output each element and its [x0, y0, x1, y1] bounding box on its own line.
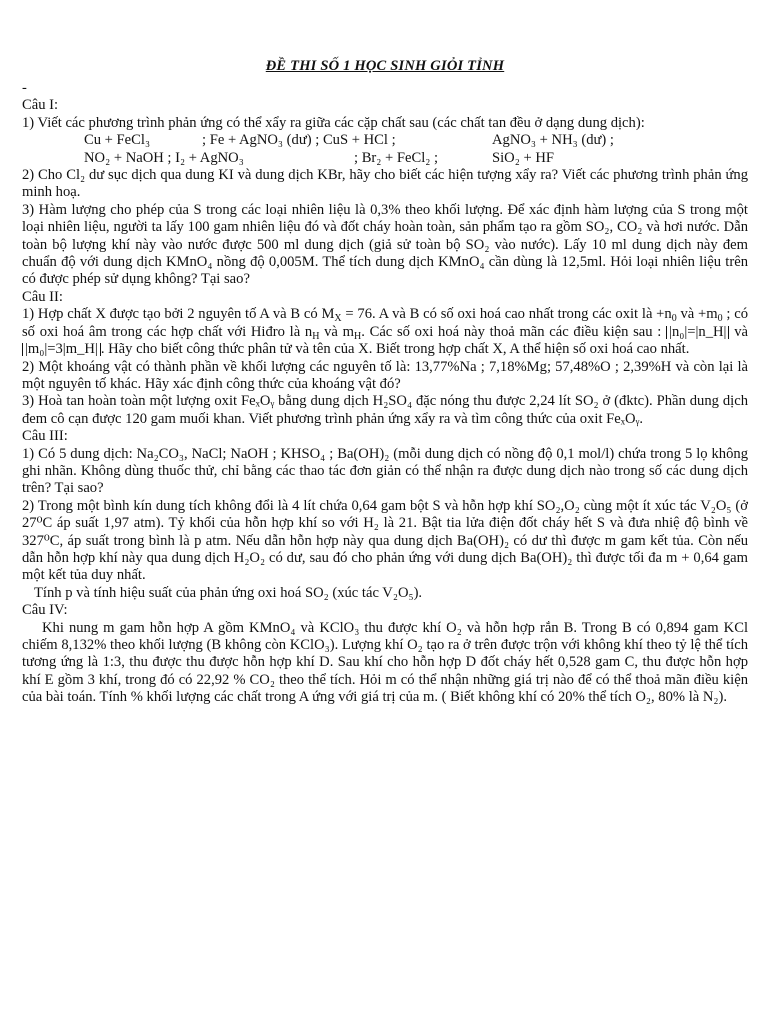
exam-title: ĐỀ THI SỐ 1 HỌC SINH GIỎI TỈNH: [265, 58, 505, 74]
eq-6: SiO₂ + HF: [492, 149, 554, 166]
cau1-q1: 1) Viết các phương trình phản ứng có thể xẩy ra giữa các cặp chất sau (các chất tan đều ở dạng dung dịch):: [22, 114, 645, 131]
eq-1: Cu + FeCl₃: [84, 132, 151, 149]
cau2-q2: 2) Một khoáng vật có thành phần về khối lượng các nguyên tố là: 13,77%Na ; 7,18%Mg; 57,48%O ; 2,39%H và còn lại là một nguyên tố khác. Hãy xác định công thức của khoáng vật đó?: [22, 358, 748, 392]
cau1-heading: Câu I:: [22, 97, 59, 114]
cau4-heading: Câu IV:: [22, 602, 68, 619]
cau2-heading: Câu II:: [22, 288, 63, 305]
condition-1: |n₀|=|n_H|: [666, 326, 729, 339]
eq-3: AgNO₃ + NH₃ (dư) ;: [492, 132, 614, 149]
cau1-q3: 3) Hàm lượng cho phép của S trong các loại nhiên liệu là 0,3% theo khối lượng. Để xác định hàm lượng của S trong một loại nhiên liệu, người ta lấy 100 gam nhiên liệu đó và đốt cháy hoàn toàn, sản phẩm tạo ra gồm SO₂, CO₂ và hơi nước. Dẫn toàn bộ lượng khí này vào nước được 500 ml dung dịch (giả sử toàn bộ SO₂ vào nước). Lấy 10 ml dung dịch này đem chuẩn độ với dung dịch KMnO₄ nồng độ 0,005M. Thể tích dung dịch KMnO₄ cần dùng là 12,5ml. Hỏi loại nhiên liệu trên có được phép sử dụng không? Tại sao?: [22, 201, 748, 288]
cau2-q1: 1) Hợp chất X được tạo bởi 2 nguyên tố A và B có $M_X = 76$. A và B có số oxi hoá cao nhất trong các oxit là $+n_0$ và $+m_0$ ; có số oxi hoá âm trong các hợp chất với Hiđro là $n_H$ và $m_H$. Các số oxi hoá này thoả mãn các điều kiện sau : |n₀|=|n_H| và |m₀|=3|m_H| . Hãy cho biết công thức phân tử và tên của X. Biết trong hợp chất X, A thể hiện số oxi hoá cao nhất.: [22, 306, 748, 358]
cau2-q3: 3) Hoà tan hoàn toàn một lượng oxit FeₓOᵧ bằng dung dịch H₂SO₄ đặc nóng thu được 2,24 lít SO₂ ở (đktc). Phần dung dịch đem cô cạn được 120 gam muối khan. Viết phương trình phản ứng xẩy ra và tìm công thức của oxit FeₓOᵧ.: [22, 393, 748, 427]
cau3-heading: Câu III:: [22, 428, 68, 445]
eq-5: ; Br₂ + FeCl₂ ;: [354, 149, 439, 166]
cau3-q1: 1) Có 5 dung dịch: Na₂CO₃, NaCl; NaOH ; KHSO₄ ; Ba(OH)₂ (mỗi dung dịch có nồng độ 0,1 mol/l) chứa trong 5 lọ không ghi nhãn. Không dùng thuốc thử, chỉ bằng các thao tác đơn giản có thể nhận ra được dung dịch nào trong số các dung dịch trên? Tại sao?: [22, 445, 748, 497]
cau1-eq-row2: [22, 150, 748, 167]
cau3-q2: 2) Trong một bình kín dung tích không đổi là 4 lít chứa 0,64 gam bột S và hỗn hợp khí SO₂,O₂ cùng một ít xúc tác V₂O₅ (ở 27⁰C áp suất 1,97 atm). Tỷ khối của hỗn hợp khí so với H₂ là 21. Bật tia lửa điện đốt cháy hết S và đưa nhiệ độ bình về 327⁰C, áp suất trong bình là p atm. Nếu dẫn hỗn hợp này qua dung dịch Ba(OH)₂ có dư thì được m gam kết tủa. Còn nếu dẫn hỗn hợp khí này qua dung dịch H₂O₂ có dư, sau đó cho phản ứng với dung dịch Ba(OH)₂ thì được tối đa m + 0,64 gam một kết tủa duy nhất.: [22, 497, 748, 584]
cau3-q2-tail: Tính p và tính hiệu suất của phản ứng oxi hoá SO₂ (xúc tác V₂O₅).: [34, 584, 423, 601]
eq-4: NO₂ + NaOH ; I₂ + AgNO₃: [84, 149, 244, 166]
top-mark: -: [22, 80, 27, 97]
cau1-eq-row1: [22, 132, 748, 149]
cau1-q2: 2) Cho Cl₂ dư sục dịch qua dung KI và dung dịch KBr, hãy cho biết các hiện tượng xẩy ra? Viết các phương trình phản ứng minh hoạ.: [22, 167, 748, 201]
condition-2: |m₀|=3|m_H|: [22, 343, 101, 356]
exam-page: [22, 58, 748, 707]
eq-2: ; Fe + AgNO₃ (dư) ; CuS + HCl ;: [202, 132, 396, 149]
cau4-text: Khi nung m gam hỗn hợp A gồm KMnO₄ và KClO₃ thu được khí O₂ và hỗn hợp rắn B. Trong B có 0,894 gam KCl chiếm 8,132% theo khối lượng (B không còn KClO₃). Lượng khí O₂ tạo ra ở trên được trộn với không khí theo tỷ lệ thể tích tương ứng là 1:3, thu được thu được hỗn hợp khí D. Sau khí cho hỗn hợp D đốt cháy hết 0,528 gam C, thu được hỗn hợp khí E gồm 3 khí, trong đó có 22,92 % CO₂ theo thể tích. Hỏi m có thể nhận những giá trị nào để có thể thoả mãn điều kiện của bài toán. Tính % khối lượng các chất trong A ứng với giá trị của m. ( Biết không khí có 20% thể tích O₂, 80% là N₂).: [22, 619, 748, 706]
